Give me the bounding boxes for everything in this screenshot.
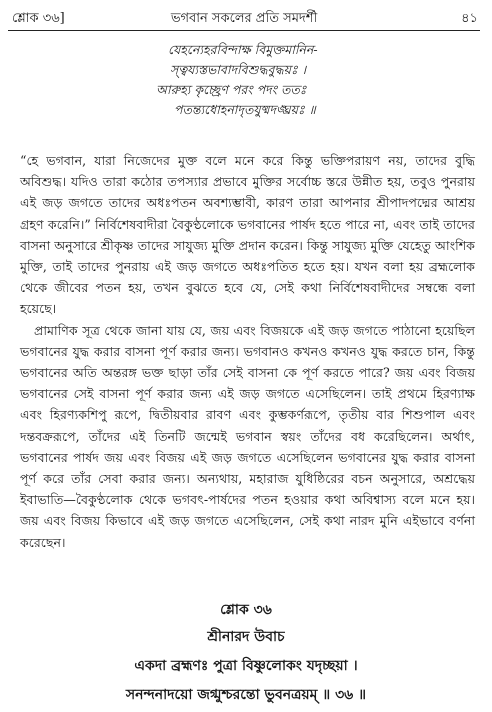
header-title: ভগবান সকলের প্রতি সমদর্শী (170, 11, 318, 26)
page-number: ৪১ (461, 11, 478, 26)
verse-line: স্ত্বয্যস্তভাবাদবিশুদ্ধবুদ্ধয়ঃ । (170, 62, 307, 77)
purport-text (20, 150, 475, 553)
paragraph: “হে ভগবান, যারা নিজেদের মুক্ত বলে মনে করে কিন্তু ভক্তিপরায়ণ নয়, তাদের বুদ্ধি অবিশুদ্ধ। যদিও তারা কঠোর তপস্যার প্রভাবে মুক্তির সর্বোচ্চ স্তরে উন্নীত হয়, তবুও পুনরায় এই জড় জগতে তাদের অধঃপতন অবশ্যম্ভাবী, কারণ তারা আপনার শ্রীপাদপদ্মের আশ্রয় গ্রহণ করেনি।” নির্বিশেষবাদীরা বৈকুণ্ঠলোকে ভগবানের পার্ষদ হতে পারে না, এবং তাই তাদের বাসনা অনুসারে শ্রীকৃষ্ণ তাদের সাযুজ্য মুক্তি প্রদান করেন। কিন্তু সাযুজ্য মুক্তি যেহেতু আংশিক মুক্তি, তাই তাদের পুনরায় এই জড় জগতে অধঃপতিত হতে হয়। যখন বলা হয় ব্রহ্মলোক থেকে জীবের পতন হয়, তখন বুঝতে হবে যে, সেই কথা নির্বিশেষবাদীদের সম্বন্ধে বলা হয়েছে। (20, 153, 475, 317)
verse-heading (0, 598, 492, 707)
paragraph: প্রামাণিক সূত্র থেকে জানা যায় যে, জয় এবং বিজয়কে এই জড় জগতে পাঠানো হয়েছিল ভগবানের যুদ্ধ করার বাসনা পূর্ণ করার জন্য। ভগবানও কখনও কখনও যুদ্ধ করতে চান, কিন্তু ভগবানের অতি অন্তরঙ্গ ভক্ত ছাড়া তাঁর সেই বাসনা কে পূর্ণ করতে পারে? জয় এবং বিজয় ভগবানের সেই বাসনা পূর্ণ করার জন্য এই জড় জগতে এসেছিলেন। তাই প্রথমে হিরণ্যাক্ষ এবং হিরণ্যকশিপু রূপে, দ্বিতীয়বার রাবণ এবং কুম্ভকর্ণরূপে, তৃতীয় বার শিশুপাল এবং দন্তবক্ররূপে, তাঁদের এই তিনটি জন্মেই ভগবান স্বয়ং তাঁদের বধ করেছিলেন। অর্থাৎ, ভগবানের পার্ষদ জয় এবং বিজয় এই জড় জগতে এসেছিলেন ভগবানের যুদ্ধ করার বাসনা পূর্ণ করে তাঁর সেবা করার জন্য। অন্যথায়, মহারাজ যুধিষ্ঠিরের বচন অনুসারে, অশ্রদ্ধেয় ইবাভাতি—বৈকুণ্ঠলোক থেকে ভগবৎ-পার্ষদের পতন হওয়ার কথা অবিশ্বাস্য বলে মনে হয়। জয় এবং বিজয় কিভাবে এই জড় জগতে এসেছিলেন, সেই কথা নারদ মুনি এইভাবে বর্ণনা করেছেন। (20, 322, 475, 550)
verse-label: শ্লোক ৩৬ (220, 602, 272, 618)
verse-line-1: একদা ব্রহ্মণঃ পুত্রা বিষ্ণুলোকং যদৃচ্ছয়া । (134, 658, 358, 674)
running-header (8, 6, 480, 31)
header-verse-ref: শ্লোক ৩৬] (12, 11, 65, 26)
speaker-line: শ্রীনারদ উবাচ (207, 629, 285, 645)
verse-line: পতন্ত্যধোহনাদৃতযুষ্মদঙ্ঘ্রয়ঃ ॥ (174, 102, 316, 117)
verse-line-2: সনন্দনাদয়ো জগ্মুশ্চরন্তো ভুবনত্রয়ম্ ॥ ৩৬ ॥ (125, 687, 367, 703)
verse-line: যেহন্যেহরবিন্দাক্ষ বিমুক্তমানিন- (168, 42, 318, 57)
sanskrit-verse (150, 40, 480, 120)
verse-line: আরুহ্য কৃচ্ছ্রেণ পরং পদং ততঃ (156, 82, 307, 97)
